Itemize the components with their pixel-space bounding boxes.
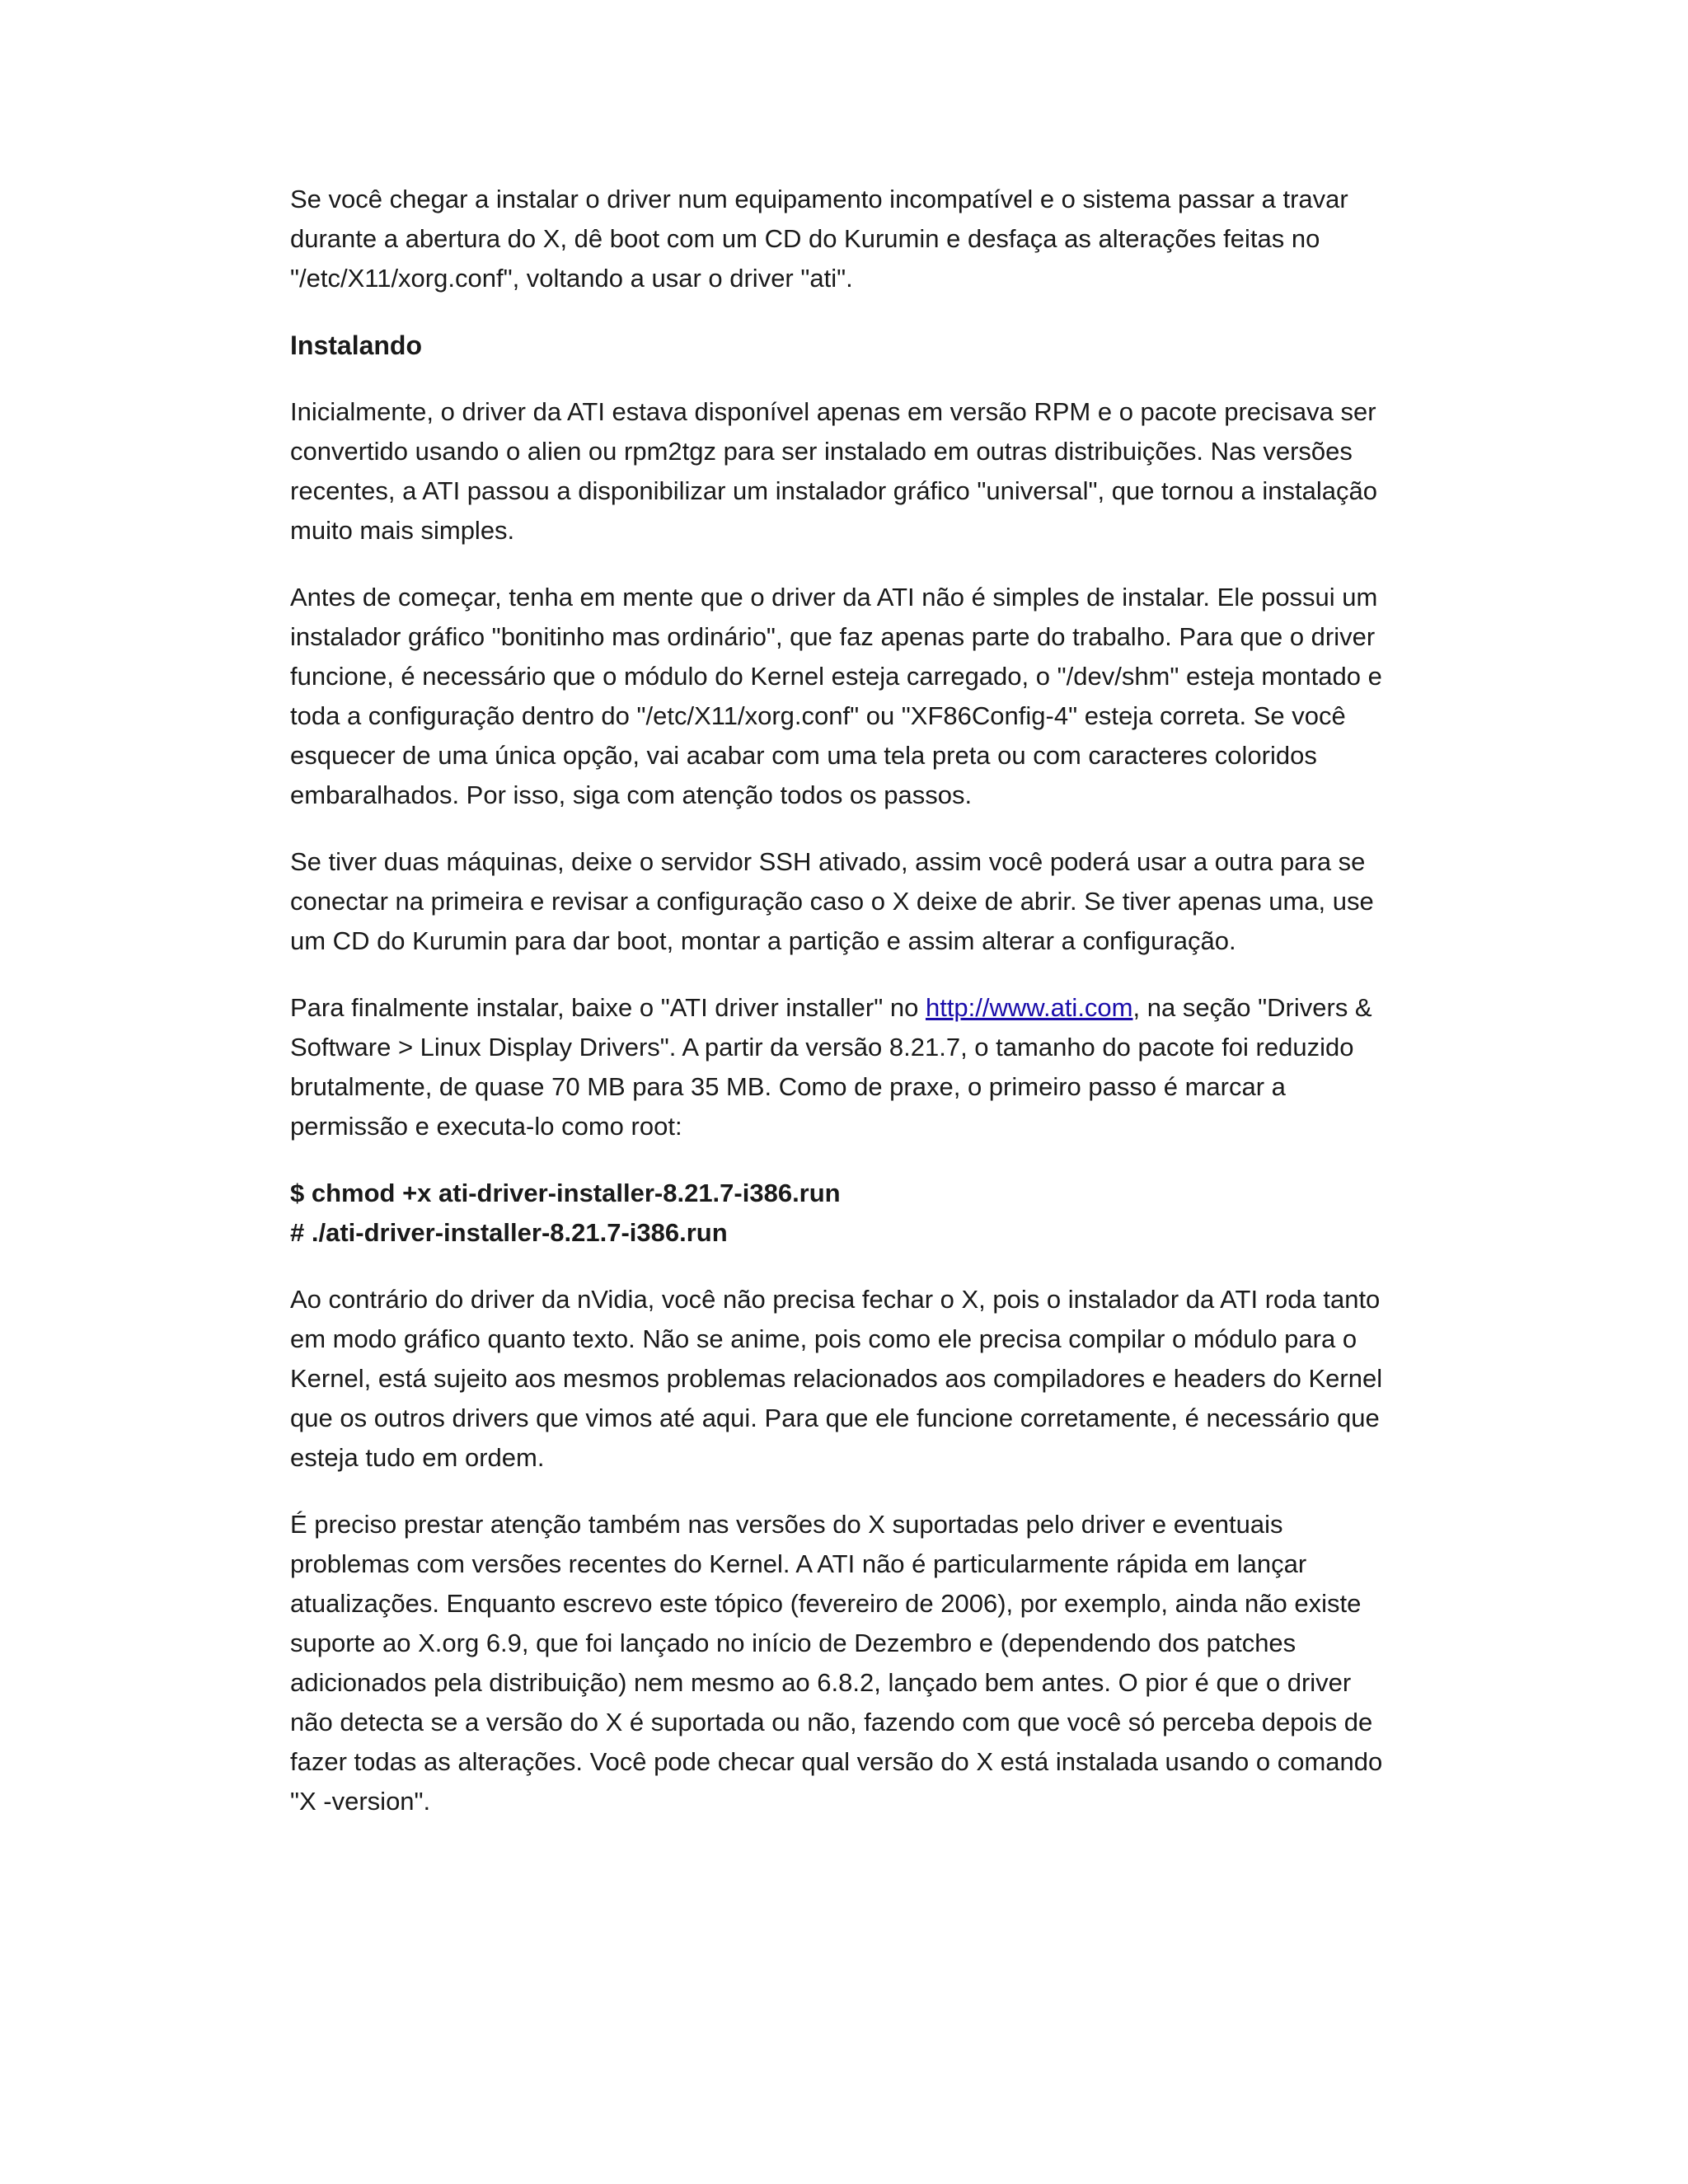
paragraph-x-versions: É preciso prestar atenção também nas versões do X suportadas pelo driver e eventuais problemas com versões recentes do Kernel. A ATI não é particularmente rápida em lançar atualizações. Enquanto escrevo este tópico (fevereiro de 2006), por exemplo, ainda não existe suporte ao X.org 6.9, que foi lançado no início de Dezembro e (dependendo dos patches adicionados pela distribuição) nem mesmo ao 6.8.2, lançado bem antes. O pior é que o driver não detecta se a versão do X é suportada ou não, fazendo com que você só perceba depois de fazer todas as alterações. Você pode checar qual versão do X está instalada usando o comando "X -version". [290,1510,1383,1816]
section-heading-instalando: Instalando [290,330,423,360]
paragraph-ssh-advice: Se tiver duas máquinas, deixe o servidor SSH ativado, assim você poderá usar a outra para se conectar na primeira e revisar a configuração caso o X deixe de abrir. Se tiver apenas uma, use um CD do Kurumin para dar boot, montar a partição e assim alterar a configuração. [290,847,1374,955]
document-body [290,180,1395,1849]
paragraph-before-starting: Antes de começar, tenha em mente que o driver da ATI não é simples de instalar. Ele possui um instalador gráfico "bonitinho mas ordinário", que faz apenas parte do trabalho. Para que o driver funcione, é necessário que o módulo do Kernel esteja carregado, o "/dev/shm" esteja montado e toda a configuração dentro do "/etc/X11/xorg.conf" ou "XF86Config-4" esteja correta. Se você esquecer de uma única opção, vai acabar com uma tela preta ou com caracteres coloridos embaralhados. Por isso, siga com atenção todos os passos. [290,583,1382,809]
command-block [290,1174,1395,1253]
command-run-installer: # ./ati-driver-installer-8.21.7-i386.run [290,1218,728,1247]
download-text-after-link: , na seção "Drivers & Software > Linux Display Drivers". A partir da versão 8.21.7, o tamanho do pacote foi reduzido brutalmente, de quase 70 MB para 35 MB. Como de praxe, o primeiro passo é marcar a permissão e executa-lo como root: [290,993,1372,1141]
paragraph-download-instructions [290,988,1395,1146]
download-text-before-link: Para finalmente instalar, baixe o "ATI driver installer" no [290,993,926,1022]
ati-website-link[interactable]: http://www.ati.com [925,993,1133,1022]
command-chmod: $ chmod +x ati-driver-installer-8.21.7-i386.run [290,1179,841,1207]
paragraph-rpm-history: Inicialmente, o driver da ATI estava disponível apenas em versão RPM e o pacote precisava ser convertido usando o alien ou rpm2tgz para ser instalado em outras distribuições. Nas versões recentes, a ATI passou a disponibilizar um instalador gráfico "universal", que tornou a instalação muito mais simples. [290,397,1377,545]
paragraph-nvidia-comparison: Ao contrário do driver da nVidia, você não precisa fechar o X, pois o instalador da ATI roda tanto em modo gráfico quanto texto. Não se anime, pois como ele precisa compilar o módulo para o Kernel, está sujeito aos mesmos problemas relacionados aos compiladores e headers do Kernel que os outros drivers que vimos até aqui. Para que ele funcione corretamente, é necessário que esteja tudo em ordem. [290,1285,1383,1472]
paragraph-incompatible-driver: Se você chegar a instalar o driver num equipamento incompatível e o sistema passar a travar durante a abertura do X, dê boot com um CD do Kurumin e desfaça as alterações feitas no "/etc/X11/xorg.conf", voltando a usar o driver "ati". [290,185,1348,293]
